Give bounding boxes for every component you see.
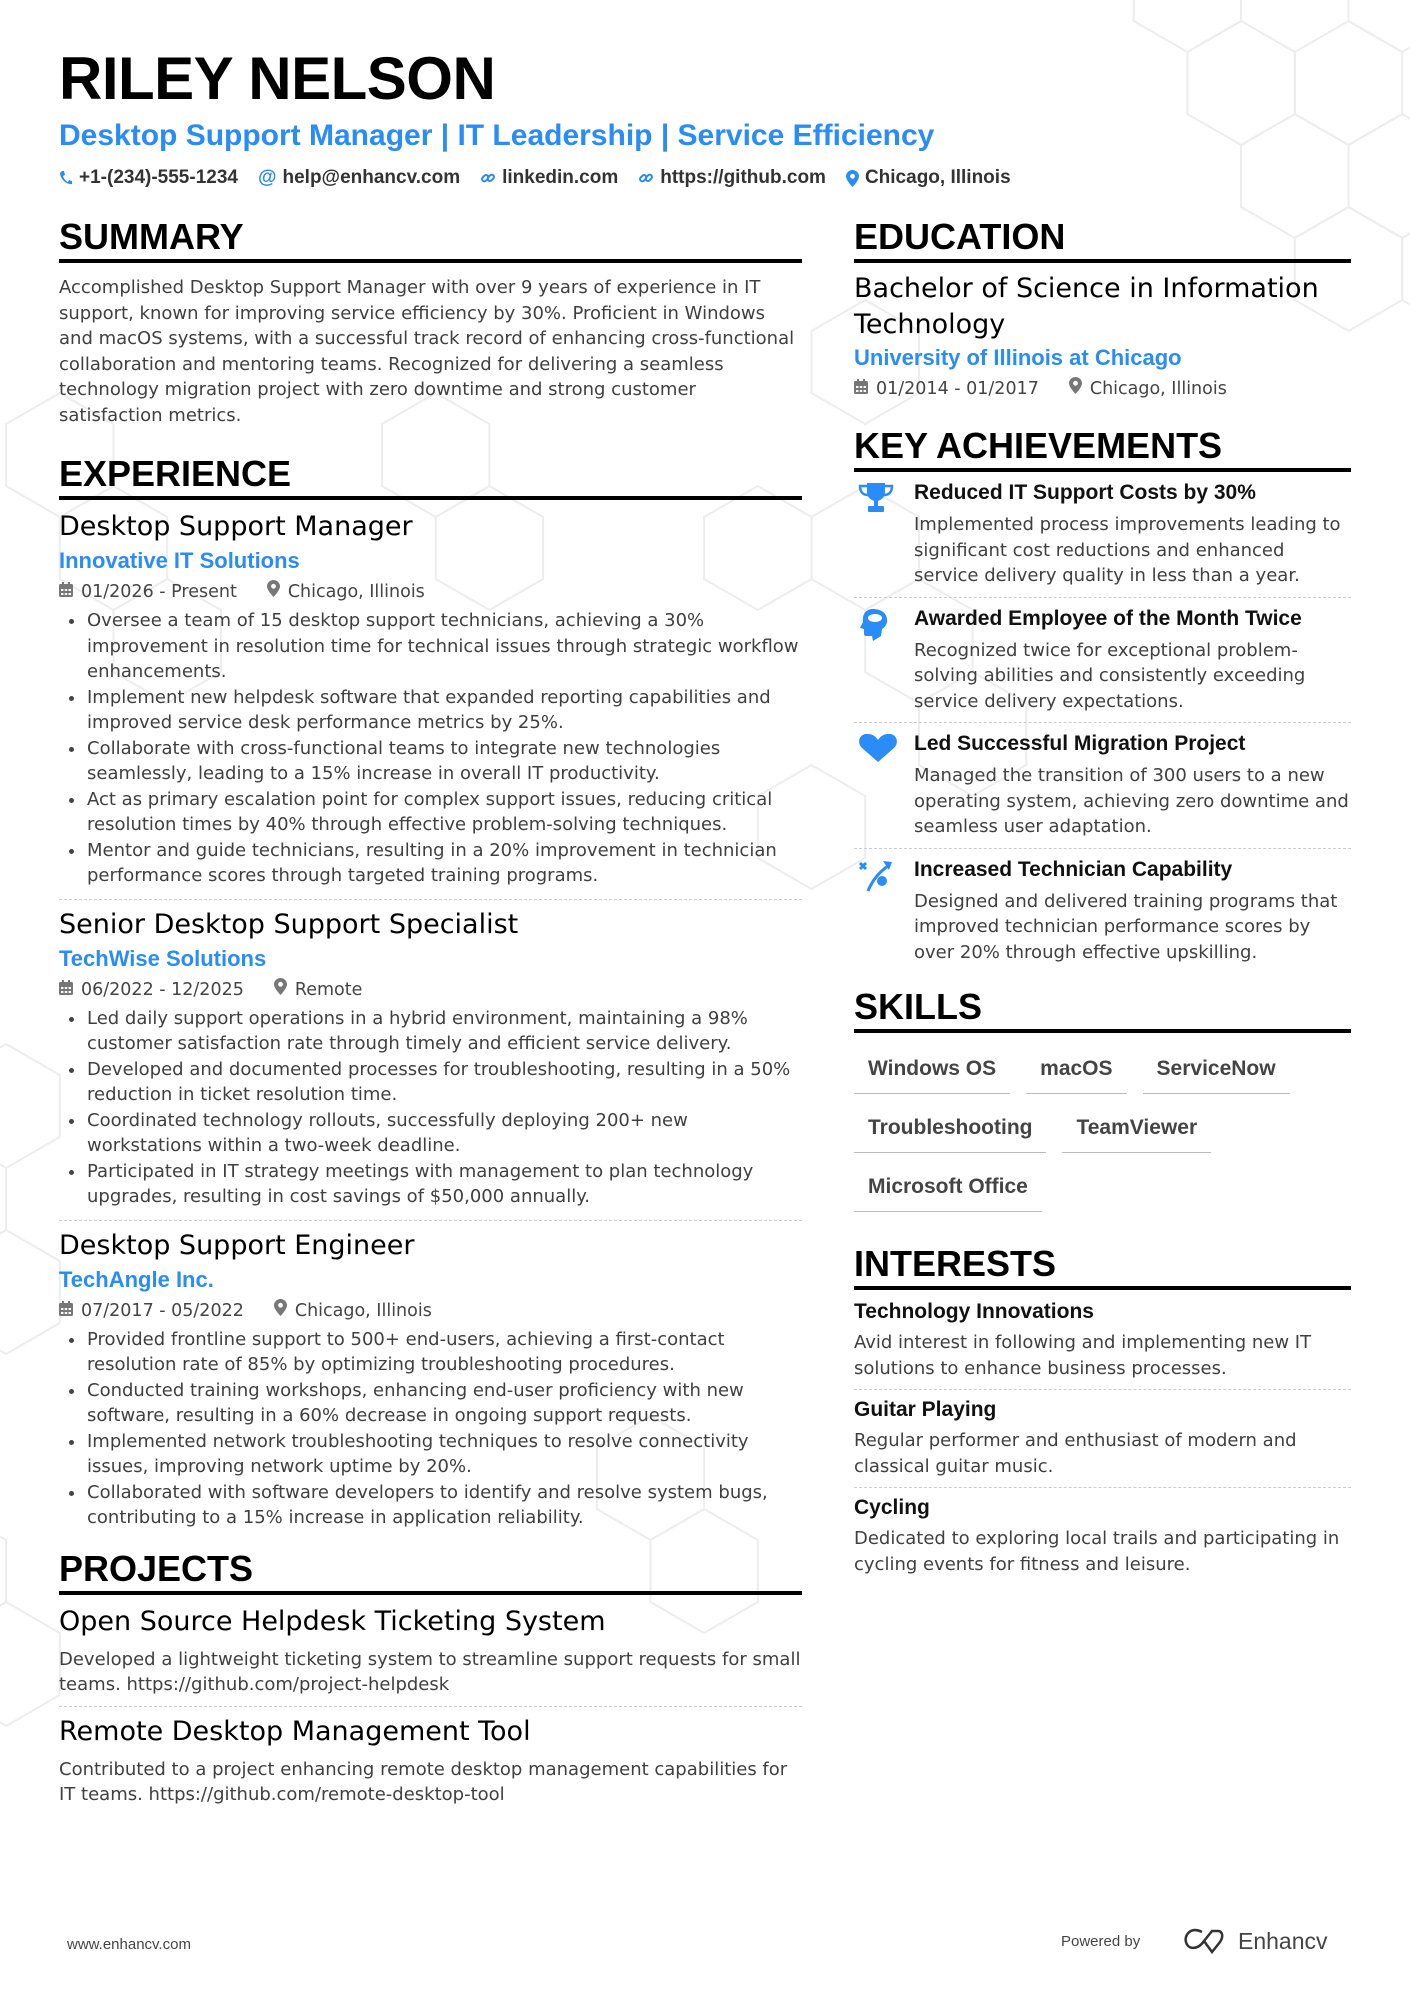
job-meta [59, 976, 802, 1004]
section-heading: SUMMARY [59, 217, 802, 263]
job-dates: 06/2022 - 12/2025 [81, 979, 244, 1000]
bullet-item: Mentor and guide technicians, resulting in a 20% improvement in technician performance scores through targeted training programs. [59, 838, 802, 889]
contact-text: +1-(234)-555-1234 [79, 167, 238, 188]
contact-text: Chicago, Illinois [864, 167, 1011, 188]
powered-by-label: Powered by [1061, 1933, 1141, 1950]
section-heading: KEY ACHIEVEMENTS [854, 426, 1351, 472]
achievement-title: Increased Technician Capability [914, 857, 1233, 881]
company-name: Innovative IT Solutions [59, 548, 300, 573]
job-entry [59, 1229, 802, 1531]
interests-section [854, 1244, 1351, 1577]
interest-title: Cycling [854, 1496, 930, 1519]
project-entry [59, 1605, 802, 1698]
project-title: Open Source Helpdesk Ticketing System [59, 1605, 606, 1637]
achievement-description: Implemented process improvements leading to significant cost reductions and enhanced service delivery quality in less than a year. [914, 514, 1341, 586]
company-name: TechAngle Inc. [59, 1266, 214, 1292]
contact-text: https://github.com [660, 167, 826, 188]
left-column [59, 0, 802, 1808]
divider [59, 1706, 802, 1707]
job-meta [59, 578, 802, 606]
job-location: Remote [294, 979, 363, 1000]
achievement-title: Awarded Employee of the Month Twice [914, 606, 1302, 630]
hexagon-shape [0, 1602, 60, 1726]
job-entry [59, 510, 802, 889]
hexagon-shape [0, 1044, 60, 1168]
hexagon-shape [1349, 0, 1410, 52]
location-pin-icon [274, 1297, 287, 1325]
interest-description: Dedicated to exploring local trails and participating in cycling events for fitness and leisure. [854, 1528, 1340, 1575]
head-idea-icon [854, 604, 914, 715]
bullet-item: Act as primary escalation point for complex support issues, reducing critical resolution times by 40% through effective problem-solving techniques. [59, 787, 802, 838]
enhancv-brand: Enhancv [1238, 1928, 1328, 1954]
section-heading: EXPERIENCE [59, 454, 802, 500]
job-dates: 01/2026 - Present [81, 582, 237, 602]
job-location: Chicago, Illinois [287, 582, 425, 602]
achievement-title: Reduced IT Support Costs by 30% [914, 481, 1256, 504]
enhancv-logo-icon [1182, 1928, 1228, 1958]
achievement-description: Managed the transition of 300 users to a new operating system, achieving zero downtime and seamless user adaptation. [914, 765, 1349, 837]
interest-item [854, 1494, 1351, 1577]
interest-description: Avid interest in following and implementing new IT solutions to enhance business processes. [854, 1332, 1312, 1379]
section-heading: PROJECTS [59, 1549, 802, 1595]
bullet-item: Implement new helpdesk software that expanded reporting capabilities and improved service desk performance metrics by 25%. [59, 685, 802, 736]
calendar-icon [59, 976, 73, 1004]
bullet-item: Collaborate with cross-functional teams to integrate new technologies seamlessly, leading to a 15% increase in overall IT productivity. [59, 736, 802, 787]
heart-icon [854, 729, 914, 840]
project-description: Contributed to a project enhancing remote desktop management capabilities for IT teams. https://github.com/remote-desktop-tool [59, 1758, 788, 1805]
achievement-title: Led Successful Migration Project [914, 732, 1246, 755]
bullet-item: Provided frontline support to 500+ end-users, achieving a first-contact resolution rate of 85% by optimizing troubleshooting procedures. [59, 1327, 802, 1378]
hexagon-shape [0, 1230, 60, 1354]
interest-item [854, 1298, 1351, 1381]
achievement-item [854, 723, 1351, 848]
interest-title: Guitar Playing [854, 1398, 997, 1421]
job-bullets [59, 608, 802, 889]
degree: Bachelor of Science in Information Technology [854, 273, 1319, 340]
bullet-item: Implemented network troubleshooting techniques to resolve connectivity issues, improving network uptime by 20%. [59, 1429, 802, 1480]
location-pin-icon [274, 976, 287, 1004]
education-meta [854, 375, 1351, 403]
job-location: Chicago, Illinois [294, 1300, 432, 1321]
achievement-item [854, 849, 1351, 974]
strategy-arrow-icon [854, 855, 914, 966]
trophy-icon [854, 478, 914, 589]
job-title: Senior Desktop Support Specialist [59, 908, 519, 940]
at-icon: @ [257, 167, 277, 188]
bullet-item: Coordinated technology rollouts, successfully deploying 200+ new workstations within a two-week deadline. [59, 1108, 802, 1159]
interest-title: Technology Innovations [854, 1300, 1094, 1323]
job-bullets [59, 1006, 802, 1210]
candidate-name: RILEY NELSON [59, 45, 496, 112]
bullet-item: Developed and documented processes for troubleshooting, resulting in a 50% reduction in ticket resolution time. [59, 1057, 802, 1108]
skills-section [854, 987, 1351, 1212]
achievement-item [854, 598, 1351, 723]
skill-tag: Troubleshooting [854, 1104, 1046, 1153]
candidate-title: Desktop Support Manager | IT Leadership | Service Efficiency [59, 119, 935, 152]
skill-tag: Windows OS [854, 1045, 1010, 1094]
divider [854, 1487, 1351, 1488]
job-bullets [59, 1327, 802, 1531]
section-heading: EDUCATION [854, 217, 1351, 263]
bullet-item: Led daily support operations in a hybrid environment, maintaining a 98% customer satisfaction rate through timely and efficient service delivery. [59, 1006, 802, 1057]
achievement-description: Designed and delivered training programs that improved technician performance scores by over 20% through effective upskilling. [914, 890, 1338, 963]
interest-description: Regular performer and enthusiast of modern and classical guitar music. [854, 1430, 1297, 1477]
project-entry [59, 1715, 802, 1808]
divider [854, 1389, 1351, 1390]
location-pin-icon [1069, 375, 1082, 403]
bullet-item: Conducted training workshops, enhancing end-user proficiency with new software, resulting in a 60% decrease in ongoing support requests. [59, 1378, 802, 1429]
experience-section [59, 454, 802, 1531]
job-meta [59, 1297, 802, 1325]
bullet-item: Collaborated with software developers to identify and resolve system bugs, contributing to a 15% increase in application reliability. [59, 1480, 802, 1531]
contact-text: help@enhancv.com [282, 167, 461, 188]
job-title: Desktop Support Engineer [59, 1229, 415, 1261]
skill-tag: ServiceNow [1143, 1045, 1290, 1094]
project-description: Developed a lightweight ticketing system to streamline support requests for small teams. https://github.com/project-helpdesk [59, 1648, 801, 1695]
company-name: TechWise Solutions [59, 945, 267, 971]
bullet-item: Participated in IT strategy meetings with management to plan technology upgrades, resulting in cost savings of $50,000 annually. [59, 1159, 802, 1210]
education-location: Chicago, Illinois [1089, 379, 1227, 399]
job-entry [59, 908, 802, 1210]
hexagon-shape [0, 1137, 6, 1261]
summary-text: Accomplished Desktop Support Manager with over 9 years of experience in IT support, known for improving service efficiency by 30%. Proficient in Windows and macOS systems, with a successful track record of enhancing cross-functional collaboration and mentoring teams. Recognized for delivering a seamless technology migration project with zero downtime and strong customer satisfaction metrics. [59, 277, 795, 426]
calendar-icon [59, 1297, 73, 1325]
footer-website[interactable]: www.enhancv.com [67, 1936, 191, 1953]
section-heading: INTERESTS [854, 1244, 1351, 1290]
summary-section [59, 217, 802, 428]
interest-item [854, 1396, 1351, 1479]
divider [59, 1220, 802, 1221]
contact-text: linkedin.com [502, 167, 619, 188]
bullet-item: Oversee a team of 15 desktop support technicians, achieving a 30% improvement in resolution time for technical issues through strategic workflow enhancements. [59, 608, 802, 685]
divider [59, 899, 802, 900]
education-dates: 01/2014 - 01/2017 [876, 379, 1039, 399]
right-column [854, 0, 1351, 1577]
achievement-description: Recognized twice for exceptional problem-solving abilities and consistently exceeding service delivery expectations. [914, 639, 1306, 712]
skill-tag: Microsoft Office [854, 1163, 1042, 1212]
job-title: Desktop Support Manager [59, 511, 413, 542]
education-section [854, 217, 1351, 403]
skill-tag: TeamViewer [1062, 1104, 1211, 1153]
skill-tag: macOS [1026, 1045, 1126, 1094]
school-name: University of Illinois at Chicago [854, 345, 1182, 370]
hexagon-shape [0, 1509, 6, 1633]
project-title: Remote Desktop Management Tool [59, 1715, 531, 1747]
location-pin-icon [267, 578, 280, 606]
hexagon-shape [1349, 114, 1410, 238]
achievement-item [854, 472, 1351, 597]
achievements-section [854, 426, 1351, 973]
section-heading: SKILLS [854, 987, 1351, 1033]
calendar-icon [854, 375, 868, 403]
calendar-icon [59, 578, 73, 606]
job-dates: 07/2017 - 05/2022 [81, 1300, 244, 1321]
projects-section [59, 1549, 802, 1808]
hexagon-shape [1402, 207, 1410, 331]
